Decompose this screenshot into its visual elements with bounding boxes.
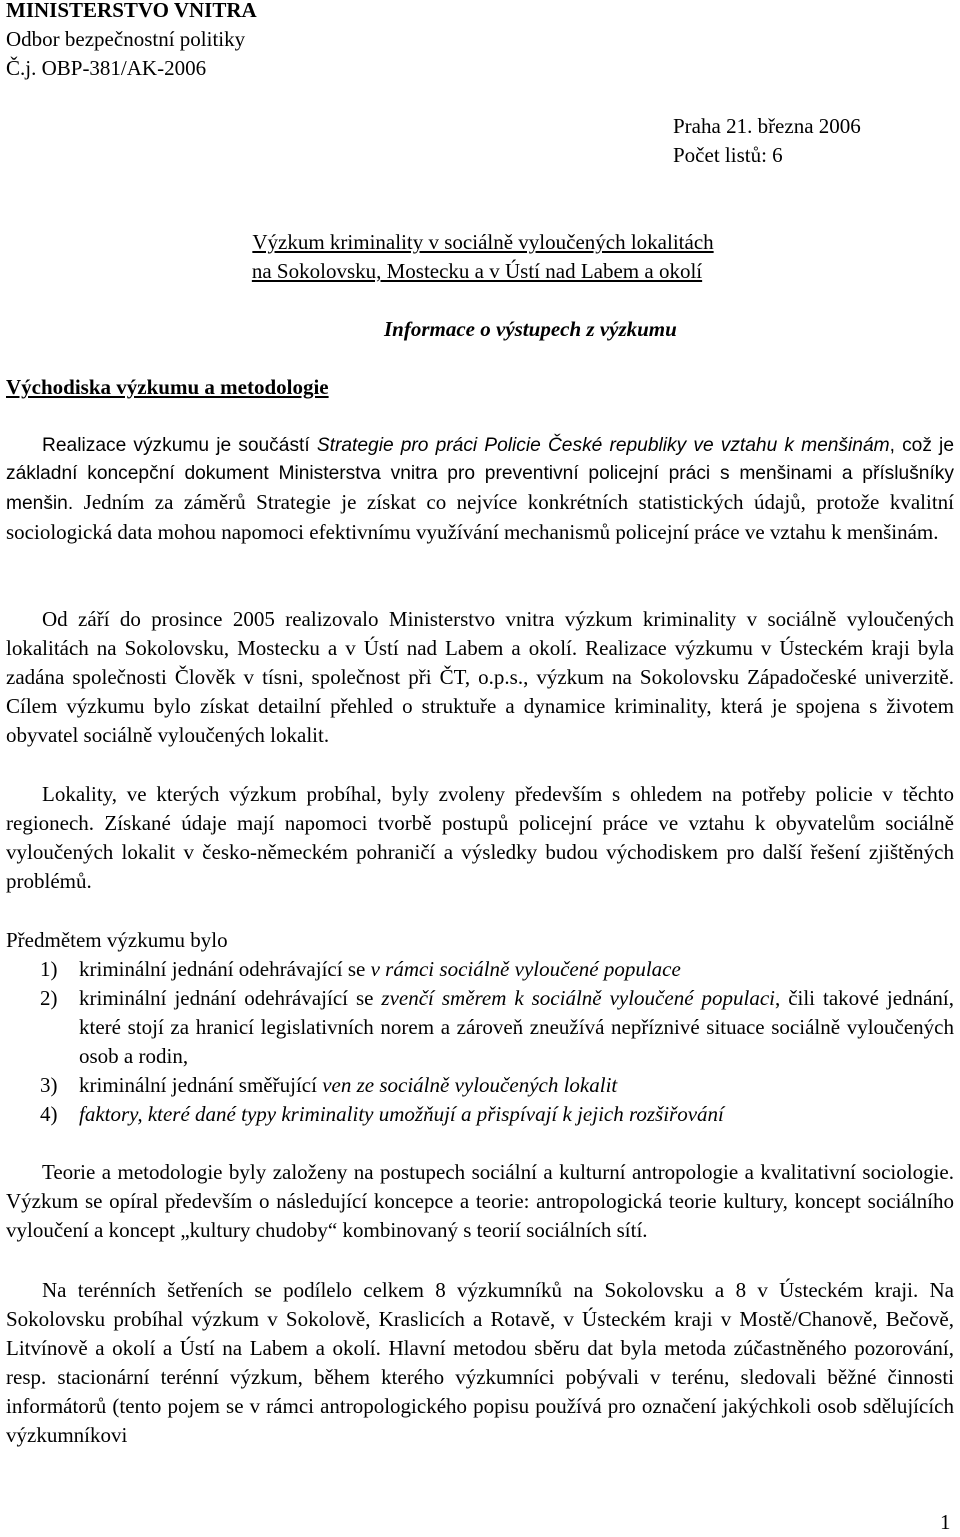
list-item-number: 3): [40, 1073, 58, 1097]
list-item-italic: faktory, které dané typy kriminality umožňují a přispívají k jejich rozšiřování: [79, 1102, 724, 1126]
list-item-text: kriminální jednání směřující: [79, 1073, 323, 1097]
page-title-continued: [0, 257, 960, 286]
page-subtitle: Informace o výstupech z výzkumu: [384, 317, 677, 341]
page-number: 1: [940, 1510, 951, 1534]
ministry-name: MINISTERSTVO VNITRA: [6, 0, 257, 22]
title-line-2: na Sokolovsku, Mostecku a v Ústí nad Labem a okolí: [251, 259, 703, 283]
section-heading: Východiska výzkumu a metodologie: [6, 375, 329, 399]
paragraph-research-period: Od září do prosince 2005 realizovalo Ministerstvo vnitra výzkum kriminality v sociálně vyloučených lokalitách na Sokolovsku, Mostecku a v Ústí nad Labem a okolí. Realizace výzkumu v Ústeckém kraji byla zadána společnosti Člověk v tísni, společnost při ČT, o.p.s., výzkum na Sokolovsku Západočeské univerzitě. Cílem výzkumu bylo získat detailní přehled o struktuře a dynamice kriminality, která je spojena s životem obyvatel sociálně vyloučených lokalit.: [6, 607, 954, 747]
p1-text-d: Jedním za záměrů Strategie je získat co nejvíce konkrétních statistických údajů, protože kvalitní sociologická data mohou napomoci efektivnímu využívání mechanismů policejní práce ve vztahu k menšinám.: [6, 490, 954, 544]
paragraph-localities: Lokality, ve kterých výzkum probíhal, byly zvoleny především s ohledem na potřeby policie v těchto regionech. Získané údaje mají napomoci tvorbě postupů policejní práce ve vztahu k obyvatelům sociálně vyloučených lokalit v česko-německém pohraničí a výsledky budou východiskem pro další řešení zjištěných problémů.: [6, 782, 954, 893]
paragraph-field-research: Na terénních šetřeních se podílelo celkem 8 výzkumníků na Sokolovsku a 8 v Ústeckém kraji. Na Sokolovsku probíhal výzkum v Sokolově, Kraslicích a Rotavě, v Ústeckém kraji v Mostě/Chanově, Bečově, Litvínově a okolí a Ústí na Labem a okolí. Hlavní metodou sběru dat byla metoda zúčastněného pozorování, resp. stacionární terénní výzkum, během kterého výzkumníci pobývali v terénu, sledovali běžné činnosti informátorů (tento pojem se v rámci antropologického popisu používá pro označení jakýchkoli osob sdělujících výzkumníkovi: [6, 1278, 954, 1447]
paragraph-theory: Teorie a metodologie byly založeny na postupech sociální a kulturní antropologie a kvalitativní sociologie. Výzkum se opíral především o následující koncepce a teorie: antropologická teorie kultury, koncept sociálního vyloučení a koncept „kultury chudoby“ kombinovaný s teorií sociálních sítí.: [6, 1160, 954, 1242]
list-item-number: 4): [40, 1102, 58, 1126]
list-item-rest: , čili takové jednání, které stojí za hranicí legislativních norem a zároveň zneužívá nepříznivé situace sociálně vyloučených osob a rodin,: [79, 986, 954, 1068]
sheet-count: Počet listů: 6: [673, 143, 783, 167]
department-name: Odbor bezpečnostní politiky: [6, 27, 246, 51]
list-item-number: 1): [40, 957, 58, 981]
list-item: [40, 1100, 954, 1129]
list-item: [40, 1071, 954, 1100]
reference-number: Č.j. OBP-381/AK-2006: [6, 56, 207, 80]
paragraph-strategy: [6, 432, 954, 548]
list-item-italic: zvenčí směrem k sociálně vyloučené populaci: [381, 986, 775, 1010]
list-item-italic: v rámci sociálně vyloučené populace: [370, 957, 681, 981]
list-item-text: kriminální jednání odehrávající se: [79, 986, 382, 1010]
p1-text-c: , což je základní koncepční dokument Ministerstva vnitra pro preventivní policejní práci s menšinami a příslušníky menšin.: [6, 435, 954, 514]
list-item-number: 2): [40, 986, 58, 1010]
place-date: Praha 21. března 2006: [673, 114, 861, 138]
p1-text-a: Realizace výzkumu je součástí: [42, 435, 317, 456]
list-item-text: kriminální jednání odehrávající se: [79, 957, 371, 981]
title-line-1: Výzkum kriminality v sociálně vyloučených lokalitách: [252, 230, 714, 254]
list-item: [40, 984, 954, 1071]
list-item: [40, 955, 954, 984]
p1-strategy-title: Strategie pro práci Policie České republiky ve vztahu k menšinám: [316, 435, 890, 456]
page-title: [0, 228, 960, 257]
subject-intro: Předmětem výzkumu bylo: [6, 928, 228, 952]
list-item-italic: ven ze sociálně vyloučených lokalit: [322, 1073, 618, 1097]
